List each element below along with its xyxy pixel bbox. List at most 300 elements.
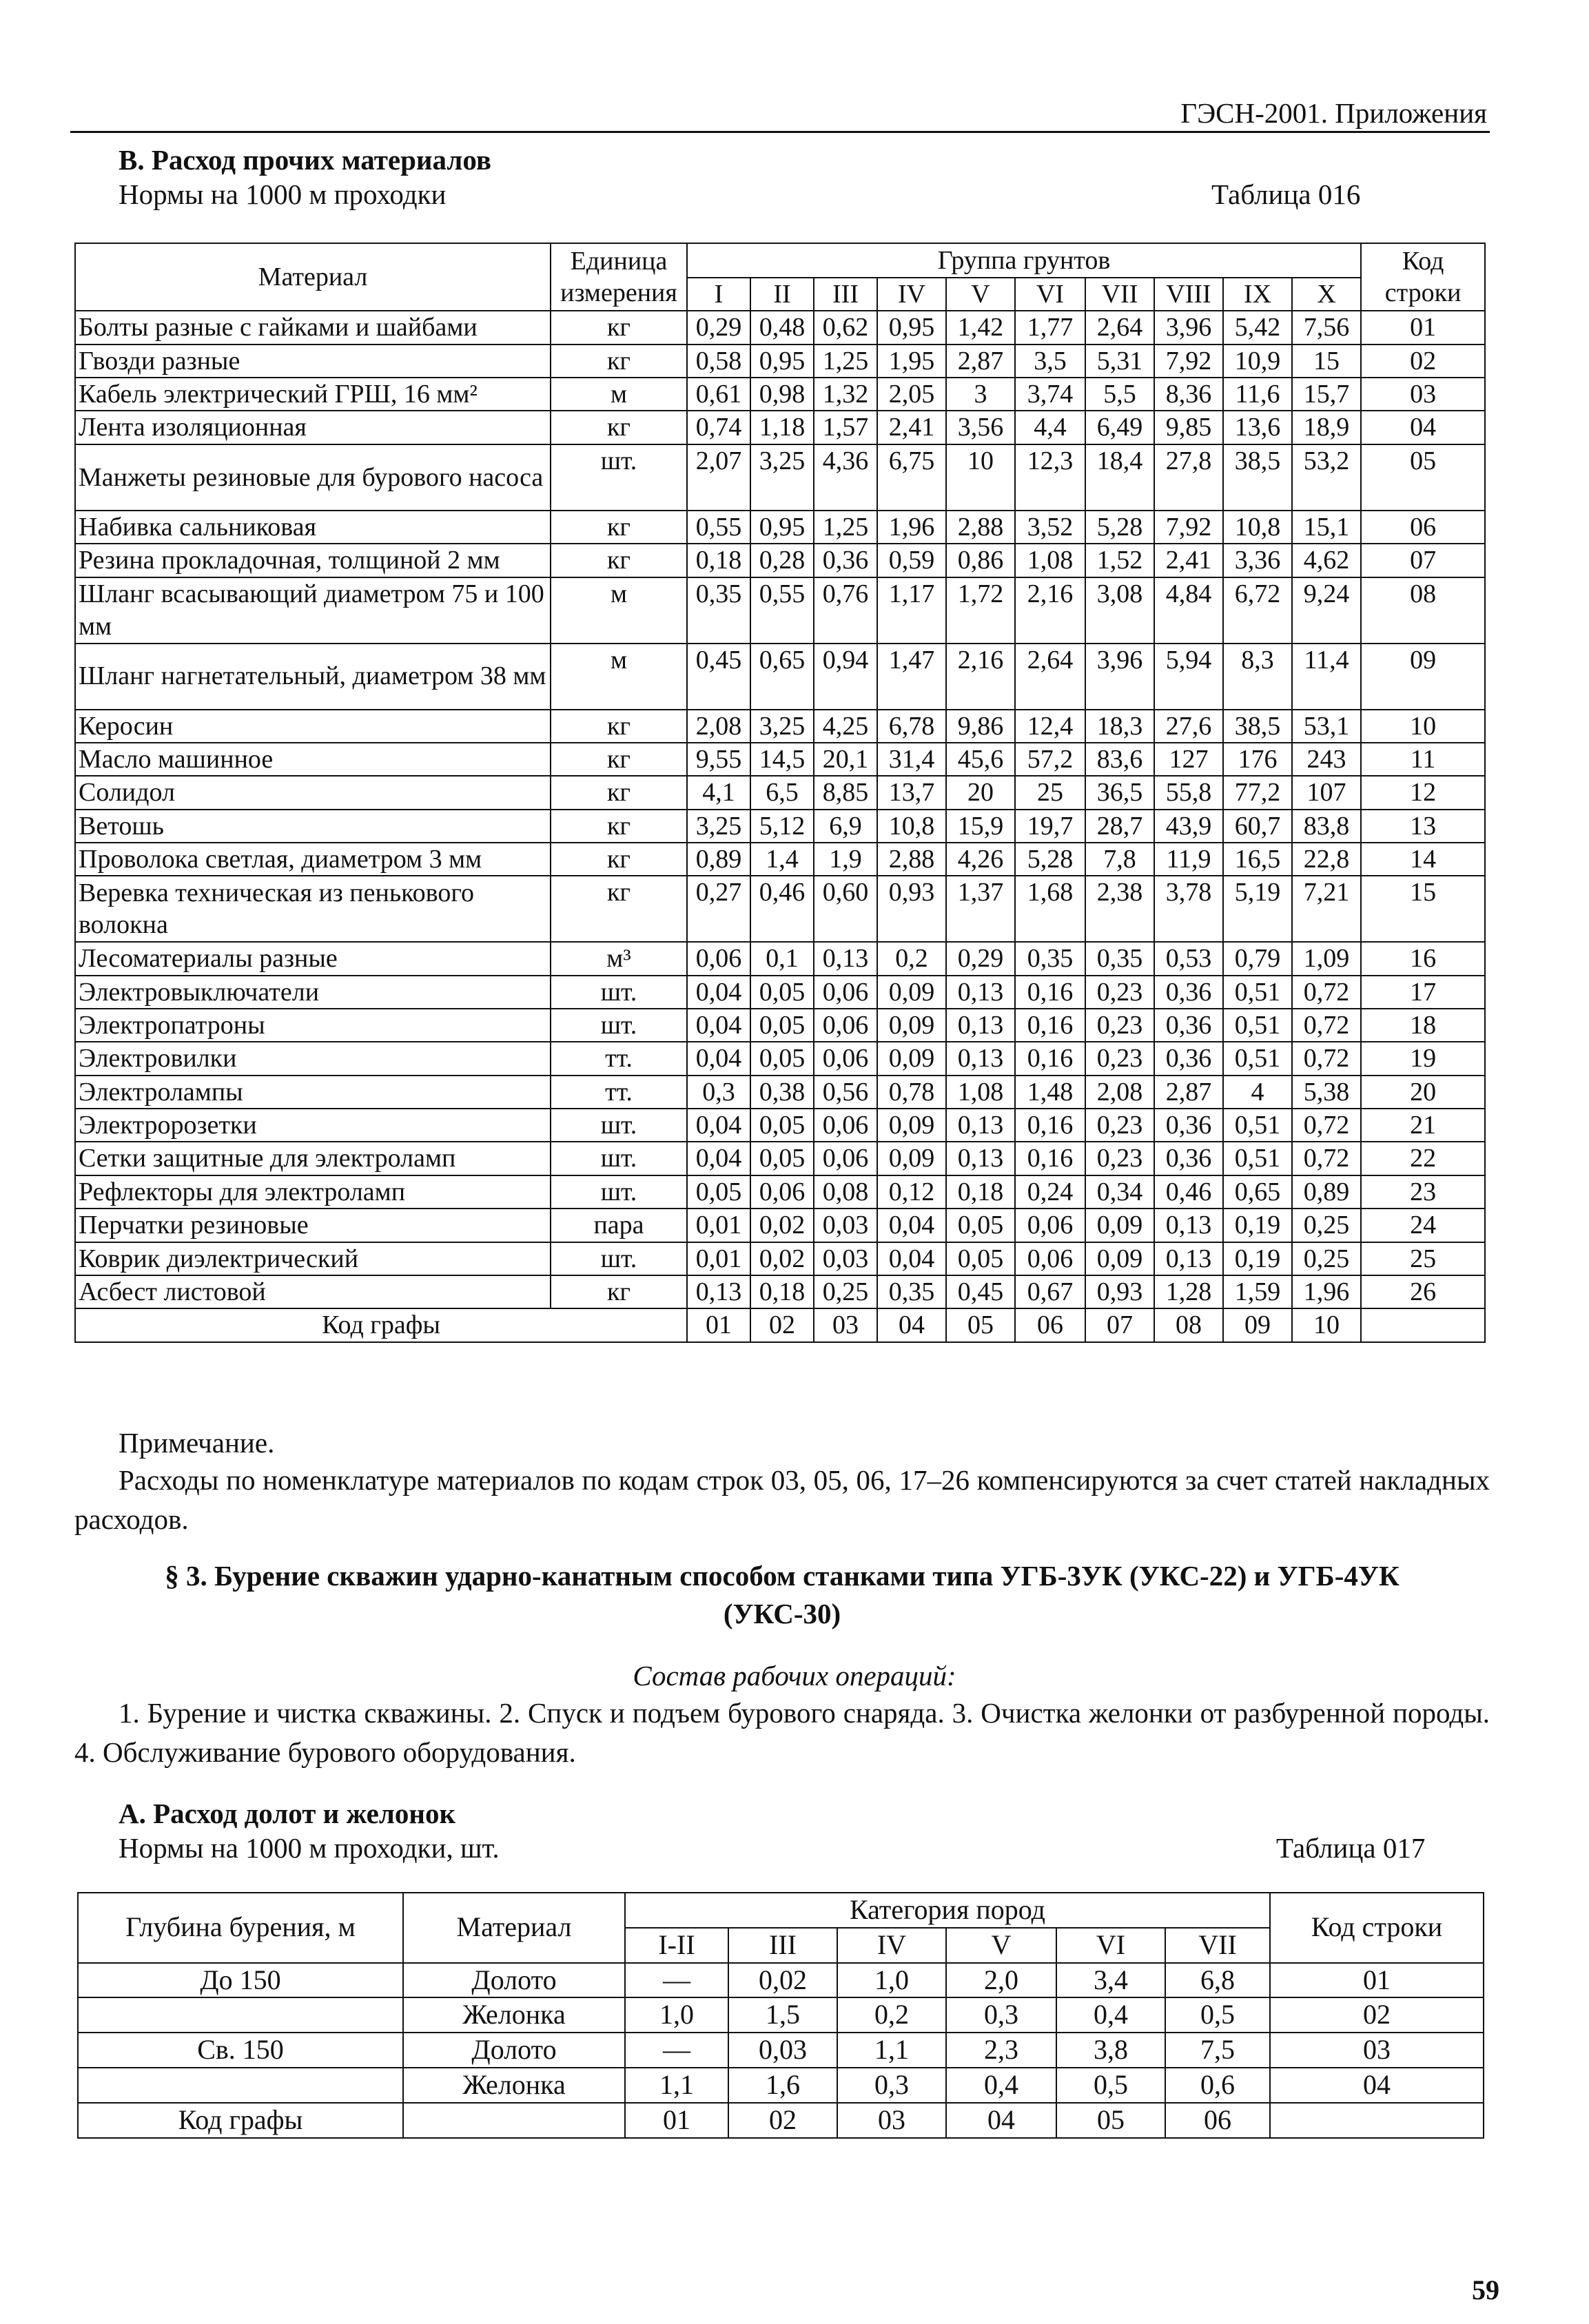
value-cell: 2,08 <box>687 710 750 743</box>
value-cell: 0,61 <box>687 378 750 411</box>
value-cell: 15,9 <box>946 810 1015 843</box>
row-code: 16 <box>1361 942 1485 975</box>
table-row <box>75 411 1485 444</box>
header-soil-group: Группа грунтов <box>687 243 1361 278</box>
value-cell: 2,88 <box>877 843 946 876</box>
table-row <box>75 1009 1485 1042</box>
row-code: 05 <box>1361 444 1485 511</box>
unit-cell: кг <box>551 411 687 444</box>
category-header: III <box>728 1928 837 1963</box>
value-cell: 1,48 <box>1015 1076 1085 1109</box>
note-title: Примечание. <box>119 1427 275 1459</box>
row-code: 26 <box>1361 1275 1485 1308</box>
value-cell: 28,7 <box>1085 810 1154 843</box>
column-code: 08 <box>1154 1308 1223 1341</box>
header-unit: Единица измерения <box>551 243 687 311</box>
material-cell: Желонка <box>403 2068 625 2103</box>
value-cell: 3,25 <box>687 810 750 843</box>
value-cell: 0,06 <box>814 1009 877 1042</box>
value-cell: 10 <box>946 444 1015 511</box>
value-cell: 0,72 <box>1292 1109 1361 1142</box>
value-cell: 1,6 <box>728 2068 837 2103</box>
value-cell: 0,04 <box>877 1209 946 1242</box>
value-cell: 0,78 <box>877 1076 946 1109</box>
value-cell: 5,38 <box>1292 1076 1361 1109</box>
material-name: Проволока светлая, диаметром 3 мм <box>75 843 551 876</box>
table-row <box>78 2068 1484 2103</box>
value-cell: 14,5 <box>750 743 814 776</box>
value-cell: 4,25 <box>814 710 877 743</box>
value-cell: 0,1 <box>750 942 814 975</box>
value-cell: 1,52 <box>1085 544 1154 577</box>
table-row <box>75 1275 1485 1308</box>
value-cell: 38,5 <box>1223 710 1292 743</box>
value-cell: 0,3 <box>687 1076 750 1109</box>
value-cell: 7,56 <box>1292 311 1361 344</box>
material-cell: Долото <box>403 2033 625 2068</box>
value-cell: 1,08 <box>946 1076 1015 1109</box>
value-cell: 0,46 <box>750 876 814 942</box>
material-name: Солидол <box>75 776 551 809</box>
value-cell: 0,04 <box>687 1142 750 1175</box>
depth-cell <box>78 2068 403 2103</box>
value-cell: 0,25 <box>1292 1209 1361 1242</box>
column-code: 01 <box>687 1308 750 1341</box>
table-row <box>75 644 1485 710</box>
value-cell: 0,09 <box>877 1042 946 1075</box>
value-cell: 0,13 <box>687 1275 750 1308</box>
value-cell: 0,02 <box>750 1242 814 1275</box>
value-cell: 0,56 <box>814 1076 877 1109</box>
value-cell: 0,25 <box>1292 1242 1361 1275</box>
row-code: 01 <box>1270 1963 1484 1998</box>
value-cell: 3,56 <box>946 411 1015 444</box>
table-row <box>75 1175 1485 1209</box>
table-row <box>75 1242 1485 1275</box>
depth-cell: Св. 150 <box>78 2033 403 2068</box>
table-017 <box>77 1892 1484 2139</box>
value-cell: 0,6 <box>1165 2068 1270 2103</box>
value-cell: 0,46 <box>1154 1175 1223 1209</box>
value-cell: 9,85 <box>1154 411 1223 444</box>
value-cell: 0,58 <box>687 345 750 378</box>
value-cell: 6,9 <box>814 810 877 843</box>
value-cell: 5,12 <box>750 810 814 843</box>
material-name: Шланг всасывающий диаметром 75 и 100 мм <box>75 577 551 644</box>
depth-cell: До 150 <box>78 1963 403 1998</box>
value-cell: 0,05 <box>687 1175 750 1209</box>
material-name: Электророзетки <box>75 1109 551 1142</box>
unit-cell: шт. <box>551 976 687 1009</box>
material-name: Шланг нагнетательный, диаметром 38 мм <box>75 644 551 710</box>
value-cell: 1,1 <box>837 2033 946 2068</box>
value-cell: 1,17 <box>877 577 946 644</box>
material-name: Коврик диэлектрический <box>75 1242 551 1275</box>
value-cell: 0,04 <box>687 1109 750 1142</box>
value-cell: 0,05 <box>750 1042 814 1075</box>
value-cell: 38,5 <box>1223 444 1292 511</box>
material-name: Набивка сальниковая <box>75 511 551 544</box>
value-cell: 0,29 <box>687 311 750 344</box>
value-cell: 13,7 <box>877 776 946 809</box>
value-cell: 1,09 <box>1292 942 1361 975</box>
value-cell: 3,96 <box>1154 311 1223 344</box>
value-cell: 10,8 <box>1223 511 1292 544</box>
unit-cell: м <box>551 378 687 411</box>
value-cell: 0,05 <box>946 1242 1015 1275</box>
value-cell: 11,6 <box>1223 378 1292 411</box>
value-cell: 11,4 <box>1292 644 1361 710</box>
unit-cell: шт. <box>551 1009 687 1042</box>
value-cell: 0,04 <box>687 1009 750 1042</box>
value-cell: 2,38 <box>1085 876 1154 942</box>
value-cell: 3,52 <box>1015 511 1085 544</box>
value-cell: 0,06 <box>814 1142 877 1175</box>
material-name: Сетки защитные для электроламп <box>75 1142 551 1175</box>
table-row <box>75 1042 1485 1075</box>
value-cell: 0,65 <box>1223 1175 1292 1209</box>
value-cell: 0,36 <box>1154 1142 1223 1175</box>
value-cell: 15,7 <box>1292 378 1361 411</box>
value-cell: 2,0 <box>946 1963 1056 1998</box>
material-name: Перчатки резиновые <box>75 1209 551 1242</box>
value-cell: 0,62 <box>814 311 877 344</box>
value-cell: 0,16 <box>1015 1109 1085 1142</box>
table-row <box>75 710 1485 743</box>
table-row <box>78 1963 1484 1998</box>
value-cell: 1,0 <box>837 1963 946 1998</box>
unit-cell: пара <box>551 1209 687 1242</box>
unit-cell: м <box>551 644 687 710</box>
empty-cell <box>1270 2103 1484 2138</box>
category-header: I-II <box>625 1928 728 1963</box>
table-row <box>75 378 1485 411</box>
value-cell: 7,8 <box>1085 843 1154 876</box>
value-cell: 20,1 <box>814 743 877 776</box>
value-cell: 0,79 <box>1223 942 1292 975</box>
value-cell: 0,5 <box>1056 2068 1165 2103</box>
row-code: 03 <box>1270 2033 1484 2068</box>
value-cell: 0,06 <box>1015 1209 1085 1242</box>
table-row <box>75 843 1485 876</box>
category-header: VII <box>1165 1928 1270 1963</box>
value-cell: 22,8 <box>1292 843 1361 876</box>
value-cell: 0,01 <box>687 1209 750 1242</box>
value-cell: 4,84 <box>1154 577 1223 644</box>
value-cell: 11,9 <box>1154 843 1223 876</box>
value-cell: 8,36 <box>1154 378 1223 411</box>
material-name: Кабель электрический ГРШ, 16 мм² <box>75 378 551 411</box>
column-code: 02 <box>728 2103 837 2138</box>
value-cell: 0,12 <box>877 1175 946 1209</box>
value-cell: 0,13 <box>814 942 877 975</box>
value-cell: 0,06 <box>814 1109 877 1142</box>
value-cell: 0,06 <box>814 976 877 1009</box>
row-code: 24 <box>1361 1209 1485 1242</box>
group-header: VIII <box>1154 278 1223 311</box>
header-row-code: Код строки <box>1361 243 1485 311</box>
group-header: VI <box>1015 278 1085 311</box>
value-cell: 0,18 <box>687 544 750 577</box>
value-cell: 0,36 <box>1154 1109 1223 1142</box>
page-number: 59 <box>1472 2274 1499 2305</box>
value-cell: 0,72 <box>1292 976 1361 1009</box>
material-name: Лента изоляционная <box>75 411 551 444</box>
value-cell: 0,06 <box>687 942 750 975</box>
value-cell: 0,16 <box>1015 1142 1085 1175</box>
value-cell: 0,23 <box>1085 1042 1154 1075</box>
value-cell: 0,51 <box>1223 1009 1292 1042</box>
material-name: Болты разные с гайками и шайбами <box>75 311 551 344</box>
value-cell: 0,93 <box>1085 1275 1154 1308</box>
value-cell: 0,89 <box>687 843 750 876</box>
value-cell: 5,42 <box>1223 311 1292 344</box>
value-cell: 0,05 <box>750 1142 814 1175</box>
value-cell: 1,5 <box>728 1997 837 2033</box>
operations-title: Состав рабочих операций: <box>633 1660 956 1691</box>
value-cell: 0,65 <box>750 644 814 710</box>
note-text: Расходы по номенклатуре материалов по кодам строк 03, 05, 06, 17–26 компенсируются за счет статей накладных расходов. <box>74 1464 1490 1536</box>
value-cell: 1,96 <box>877 511 946 544</box>
table-017-label: Таблица 017 <box>1276 1832 1426 1864</box>
row-code: 23 <box>1361 1175 1485 1209</box>
value-cell: 1,47 <box>877 644 946 710</box>
value-cell: 8,3 <box>1223 644 1292 710</box>
value-cell: 2,16 <box>946 644 1015 710</box>
section-3-title: § 3. Бурение скважин ударно-канатным способом станками типа УГБ-3УК (УКС-22) и УГБ-4УК (УКС-30) <box>165 1560 1400 1630</box>
value-cell: 0,08 <box>814 1175 877 1209</box>
value-cell: 0,06 <box>1015 1242 1085 1275</box>
value-cell: 1,25 <box>814 345 877 378</box>
value-cell: 0,51 <box>1223 976 1292 1009</box>
value-cell: 2,41 <box>1154 544 1223 577</box>
unit-cell: кг <box>551 511 687 544</box>
value-cell: 27,8 <box>1154 444 1223 511</box>
table-row <box>75 976 1485 1009</box>
unit-cell: кг <box>551 743 687 776</box>
value-cell: 3,25 <box>750 444 814 511</box>
material-name: Ветошь <box>75 810 551 843</box>
row-code: 19 <box>1361 1042 1485 1075</box>
table-row <box>75 743 1485 776</box>
value-cell: 0,55 <box>687 511 750 544</box>
row-code: 17 <box>1361 976 1485 1009</box>
value-cell: 36,5 <box>1085 776 1154 809</box>
value-cell: 0,23 <box>1085 1009 1154 1042</box>
table-row <box>75 942 1485 975</box>
row-code: 08 <box>1361 577 1485 644</box>
value-cell: 4,26 <box>946 843 1015 876</box>
unit-cell: тт. <box>551 1042 687 1075</box>
value-cell: 4,4 <box>1015 411 1085 444</box>
value-cell: 7,92 <box>1154 345 1223 378</box>
group-header: V <box>946 278 1015 311</box>
value-cell: 1,08 <box>1015 544 1085 577</box>
value-cell: 3,5 <box>1015 345 1085 378</box>
unit-cell: кг <box>551 810 687 843</box>
row-code: 11 <box>1361 743 1485 776</box>
value-cell: 0,05 <box>750 1009 814 1042</box>
row-code: 22 <box>1361 1142 1485 1175</box>
value-cell: 0,72 <box>1292 1009 1361 1042</box>
value-cell: 0,95 <box>750 345 814 378</box>
value-cell: 20 <box>946 776 1015 809</box>
unit-cell: кг <box>551 345 687 378</box>
value-cell: 0,45 <box>687 644 750 710</box>
row-code: 02 <box>1270 1997 1484 2033</box>
value-cell: 0,13 <box>946 976 1015 1009</box>
table-row <box>75 876 1485 942</box>
row-code: 04 <box>1270 2068 1484 2103</box>
value-cell: 0,3 <box>946 1997 1056 2033</box>
table-row <box>75 345 1485 378</box>
value-cell: 6,5 <box>750 776 814 809</box>
value-cell: 6,75 <box>877 444 946 511</box>
value-cell: 0,02 <box>750 1209 814 1242</box>
value-cell: 6,72 <box>1223 577 1292 644</box>
table-016-label: Таблица 016 <box>1211 178 1361 210</box>
value-cell: 16,5 <box>1223 843 1292 876</box>
table-row <box>75 776 1485 809</box>
value-cell: 0,72 <box>1292 1142 1361 1175</box>
value-cell: 0,04 <box>687 976 750 1009</box>
value-cell: 0,38 <box>750 1076 814 1109</box>
material-name: Гвозди разные <box>75 345 551 378</box>
value-cell: 0,03 <box>814 1242 877 1275</box>
group-header: X <box>1292 278 1361 311</box>
value-cell: 7,5 <box>1165 2033 1270 2068</box>
table-row <box>75 444 1485 511</box>
value-cell: 176 <box>1223 743 1292 776</box>
value-cell: 0,18 <box>750 1275 814 1308</box>
value-cell: 0,35 <box>1085 942 1154 975</box>
column-code-label: Код графы <box>78 2103 403 2138</box>
value-cell: 0,27 <box>687 876 750 942</box>
value-cell: 0,51 <box>1223 1109 1292 1142</box>
value-cell: 18,4 <box>1085 444 1154 511</box>
row-code: 07 <box>1361 544 1485 577</box>
value-cell: 0,95 <box>750 511 814 544</box>
value-cell: 0,16 <box>1015 1009 1085 1042</box>
column-code: 02 <box>750 1308 814 1341</box>
value-cell: 0,06 <box>750 1175 814 1209</box>
value-cell: 3,08 <box>1085 577 1154 644</box>
table-row <box>75 511 1485 544</box>
value-cell: 0,2 <box>877 942 946 975</box>
value-cell: 77,2 <box>1223 776 1292 809</box>
unit-cell: м³ <box>551 942 687 975</box>
value-cell: 2,3 <box>946 2033 1056 2068</box>
value-cell: 3,25 <box>750 710 814 743</box>
header-rule <box>70 131 1490 133</box>
value-cell: 0,02 <box>728 1963 837 1998</box>
group-header: IV <box>877 278 946 311</box>
value-cell: 2,07 <box>687 444 750 511</box>
value-cell: 6,78 <box>877 710 946 743</box>
value-cell: 0,16 <box>1015 976 1085 1009</box>
value-cell: 0,23 <box>1085 1109 1154 1142</box>
value-cell: 1,28 <box>1154 1275 1223 1308</box>
unit-cell: шт. <box>551 1242 687 1275</box>
value-cell: 5,5 <box>1085 378 1154 411</box>
value-cell: 0,01 <box>687 1242 750 1275</box>
value-cell: 3,36 <box>1223 544 1292 577</box>
value-cell: 0,51 <box>1223 1042 1292 1075</box>
value-cell: 1,77 <box>1015 311 1085 344</box>
table-row <box>78 1997 1484 2033</box>
header-depth: Глубина бурения, м <box>78 1893 403 1963</box>
value-cell: 15 <box>1292 345 1361 378</box>
value-cell: 2,64 <box>1085 311 1154 344</box>
value-cell: 2,64 <box>1015 644 1085 710</box>
value-cell: 0,74 <box>687 411 750 444</box>
value-cell: 1,59 <box>1223 1275 1292 1308</box>
header-rock-category: Категория пород <box>625 1893 1270 1928</box>
section-b-subtitle: Нормы на 1000 м проходки <box>119 178 447 210</box>
value-cell: 60,7 <box>1223 810 1292 843</box>
value-cell: 9,24 <box>1292 577 1361 644</box>
value-cell: 57,2 <box>1015 743 1085 776</box>
value-cell: 43,9 <box>1154 810 1223 843</box>
value-cell: 0,48 <box>750 311 814 344</box>
value-cell: 0,2 <box>837 1997 946 2033</box>
value-cell: 9,55 <box>687 743 750 776</box>
section-a-subtitle: Нормы на 1000 м проходки, шт. <box>119 1832 500 1864</box>
category-header: IV <box>837 1928 946 1963</box>
table-row <box>75 810 1485 843</box>
unit-cell: кг <box>551 876 687 942</box>
value-cell: 0,59 <box>877 544 946 577</box>
unit-cell: кг <box>551 710 687 743</box>
unit-cell: шт. <box>551 1175 687 1209</box>
value-cell: 0,4 <box>946 2068 1056 2103</box>
row-code: 04 <box>1361 411 1485 444</box>
value-cell: 0,18 <box>946 1175 1015 1209</box>
value-cell: 6,8 <box>1165 1963 1270 1998</box>
value-cell: 4,36 <box>814 444 877 511</box>
value-cell: 2,87 <box>946 345 1015 378</box>
group-header: III <box>814 278 877 311</box>
value-cell: 10,9 <box>1223 345 1292 378</box>
header-row-code-017: Код строки <box>1270 1893 1484 1963</box>
value-cell: 3,4 <box>1056 1963 1165 1998</box>
table-row <box>75 577 1485 644</box>
value-cell: 5,28 <box>1015 843 1085 876</box>
column-code: 06 <box>1165 2103 1270 2138</box>
column-code: 05 <box>946 1308 1015 1341</box>
material-name: Керосин <box>75 710 551 743</box>
row-code: 03 <box>1361 378 1485 411</box>
unit-cell: кг <box>551 776 687 809</box>
row-code: 10 <box>1361 710 1485 743</box>
value-cell: 4 <box>1223 1076 1292 1109</box>
material-name: Электровыключатели <box>75 976 551 1009</box>
row-code: 13 <box>1361 810 1485 843</box>
value-cell: 0,35 <box>687 577 750 644</box>
table-row <box>75 1109 1485 1142</box>
footer-row <box>78 2103 1484 2138</box>
value-cell: 0,53 <box>1154 942 1223 975</box>
value-cell: 45,6 <box>946 743 1015 776</box>
unit-cell: кг <box>551 1275 687 1308</box>
value-cell: 0,5 <box>1165 1997 1270 2033</box>
material-name: Асбест листовой <box>75 1275 551 1308</box>
unit-cell: м <box>551 577 687 644</box>
section-a-title: А. Расход долот и желонок <box>119 1798 456 1829</box>
value-cell: 3,8 <box>1056 2033 1165 2068</box>
row-code: 01 <box>1361 311 1485 344</box>
value-cell: 27,6 <box>1154 710 1223 743</box>
